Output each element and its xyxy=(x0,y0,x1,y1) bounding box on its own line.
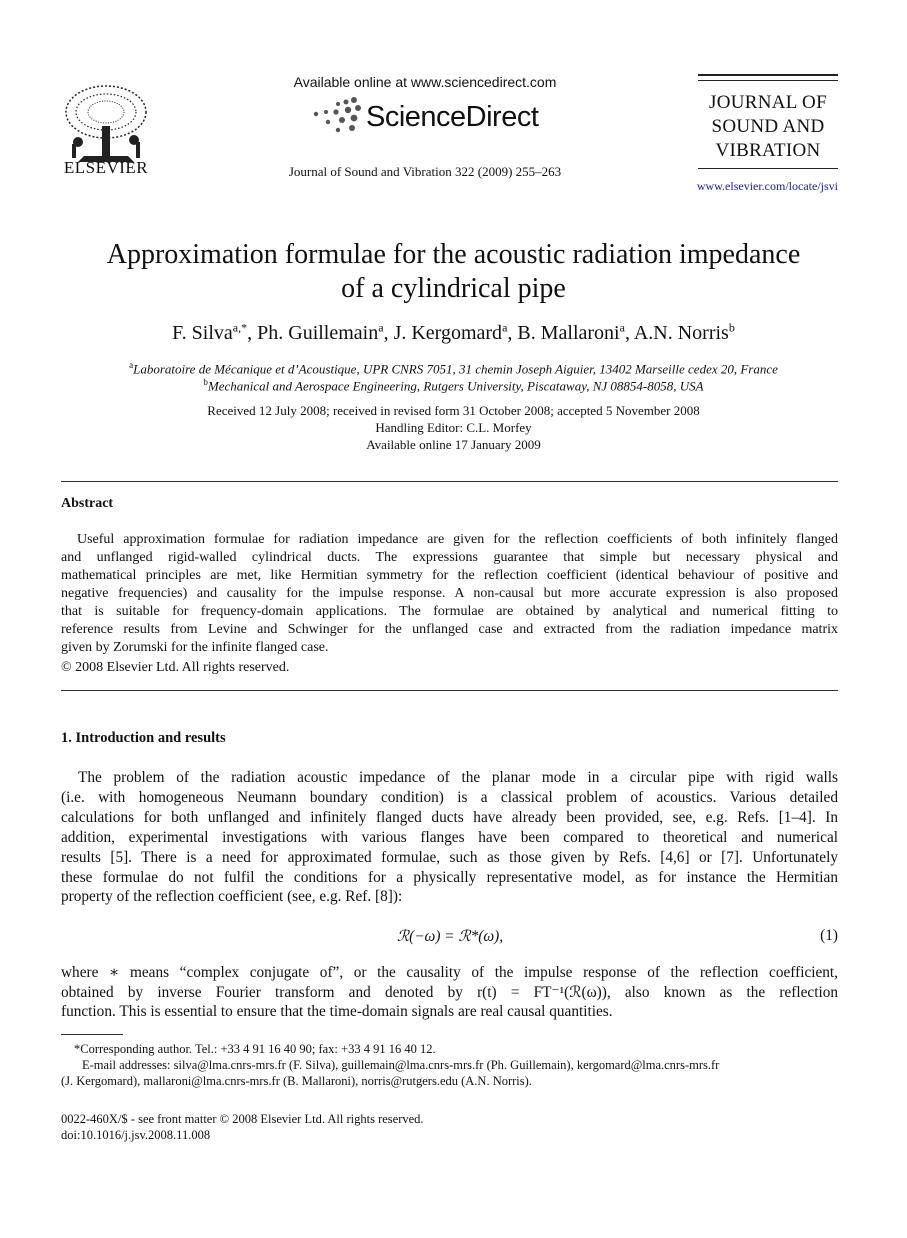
available-online-text: Available online at www.sciencedirect.com xyxy=(293,74,557,90)
journal-rule-bottom xyxy=(698,168,838,169)
body-line: calculations for both unflanged and infinitely flanged ducts have already been provided, see, e.g. Refs. [1–4]. In xyxy=(61,809,838,826)
body-line: obtained by inverse Fourier transform and denoted by r(t) = FT⁻¹(ℛ(ω)), also known as the reflection xyxy=(61,984,838,1001)
journal-name xyxy=(698,91,838,163)
email-addresses-line1: E-mail addresses: silva@lma.cnrs-mrs.fr (F. Silva), guillemain@lma.cnrs-mrs.fr (Ph. Guillemain), kergomard@lma.cnrs-mrs.fr xyxy=(82,1058,720,1072)
publisher-name: ELSEVIER xyxy=(63,158,149,177)
body-line: addition, experimental investigations with various flanges have been compared to theoretical and numerical xyxy=(61,829,838,846)
author: Ph. Guillemain$^a$, xyxy=(257,320,394,344)
abstract-line: that is suitable for frequency-domain applications. The formulae are obtained by analytical and numerical fitting to xyxy=(61,604,838,619)
body-line: these formulae do not fulfil the conditions for a physically representative model, as for instance the Hermitian xyxy=(61,869,838,886)
body-line: results [5]. There is a need for approximated formulae, such as those given by Refs. [4,6] or [7]. Unfortunately xyxy=(61,849,838,866)
equation-number: (1) xyxy=(820,927,838,944)
received-dates: Received 12 July 2008; received in revised form 31 October 2008; accepted 5 November 2008 xyxy=(207,403,700,418)
journal-rule-top xyxy=(698,74,838,76)
author: F. Silva$^{a,*}$, xyxy=(172,320,258,344)
handling-editor: Handling Editor: C.L. Morfey xyxy=(375,420,532,435)
abstract-copyright: © 2008 Elsevier Ltd. All rights reserved. xyxy=(61,660,290,675)
abstract-line: given by Zorumski for the infinite flanged case. xyxy=(61,640,329,655)
journal-url-link[interactable]: www.elsevier.com/locate/jsvi xyxy=(696,179,838,193)
title-line1: Approximation formulae for the acoustic radiation impedance xyxy=(106,239,801,270)
abstract-heading: Abstract xyxy=(61,496,114,511)
sciencedirect-dots-icon xyxy=(308,96,366,136)
footnote-rule xyxy=(61,1034,123,1035)
body-line: (i.e. with homogeneous Neumann boundary condition) is a classical problem of acoustics. Various detailed xyxy=(61,789,838,806)
divider xyxy=(61,690,838,691)
issn-line: 0022-460X/$ - see front matter © 2008 Elsevier Ltd. All rights reserved. xyxy=(61,1112,424,1126)
author-list xyxy=(40,320,867,345)
body-line: The problem of the radiation acoustic impedance of the planar mode in a circular pipe with rigid walls xyxy=(78,769,838,786)
journal-name-line1: JOURNAL OF xyxy=(709,92,827,113)
affiliation-a: $^a$Laboratoire de Mécanique et d’Acoustique, UPR CNRS 7051, 31 chemin Joseph Aiguier, 13402 Marseille cedex 20, France xyxy=(129,360,778,377)
body-line: function. This is essential to ensure that the time-domain signals are real causal quantities. xyxy=(61,1003,613,1020)
journal-name-line3: VIBRATION xyxy=(715,140,821,161)
email-addresses-line2: (J. Kergomard), mallaroni@lma.cnrs-mrs.fr (B. Mallaroni), norris@rutgers.edu (A.N. Norris). xyxy=(61,1074,532,1088)
paper-title xyxy=(40,238,867,306)
author: J. Kergomard$^a$, xyxy=(393,320,518,344)
affiliation-b: $^b$Mechanical and Aerospace Engineering, Rutgers University, Piscataway, NJ 08854-8058, USA xyxy=(203,377,704,394)
divider xyxy=(61,481,838,482)
available-online-date: Available online 17 January 2009 xyxy=(366,437,541,452)
corresponding-author-note: *Corresponding author. Tel.: +33 4 91 16 40 90; fax: +33 4 91 16 40 12. xyxy=(74,1042,436,1056)
abstract-line: Useful approximation formulae for radiation impedance are given for the reflection coefficients of both infinitely flanged xyxy=(77,532,838,547)
section-heading: 1. Introduction and results xyxy=(61,730,226,746)
abstract-line: reference results from Levine and Schwinger for the unflanged case and extracted from the radiation impedance matrix xyxy=(61,622,838,637)
journal-rule-top-thin xyxy=(698,80,838,81)
author: A.N. Norris$^b$ xyxy=(633,320,735,344)
abstract-line: and unflanged rigid-walled cylindrical ducts. The expressions guarantee that simple but necessary physical and xyxy=(61,550,838,565)
sciencedirect-wordmark: ScienceDirect xyxy=(366,101,539,133)
abstract-line: negative frequencies) and causality for the impulse response. A non-causal but more accurate expression is also proposed xyxy=(61,586,838,601)
body-line: property of the reflection coefficient (see, e.g. Ref. [8]): xyxy=(61,888,403,905)
title-line2: of a cylindrical pipe xyxy=(341,273,566,304)
journal-name-line2: SOUND AND xyxy=(711,116,825,137)
journal-citation: Journal of Sound and Vibration 322 (2009) 255–263 xyxy=(288,164,562,179)
body-line: where ∗ means “complex conjugate of”, or the causality of the impulse response of the reflection coefficient, xyxy=(61,964,838,981)
doi-line[interactable]: doi:10.1016/j.jsv.2008.11.008 xyxy=(61,1128,211,1142)
author: B. Mallaroni$^a$, xyxy=(517,320,634,344)
equation-1: ℛ(−ω) = ℛ*(ω), xyxy=(396,928,504,945)
abstract-line: mathematical principles are met, like Hermitian symmetry for the reflection coefficient (identical behaviour of positive and xyxy=(61,568,838,583)
